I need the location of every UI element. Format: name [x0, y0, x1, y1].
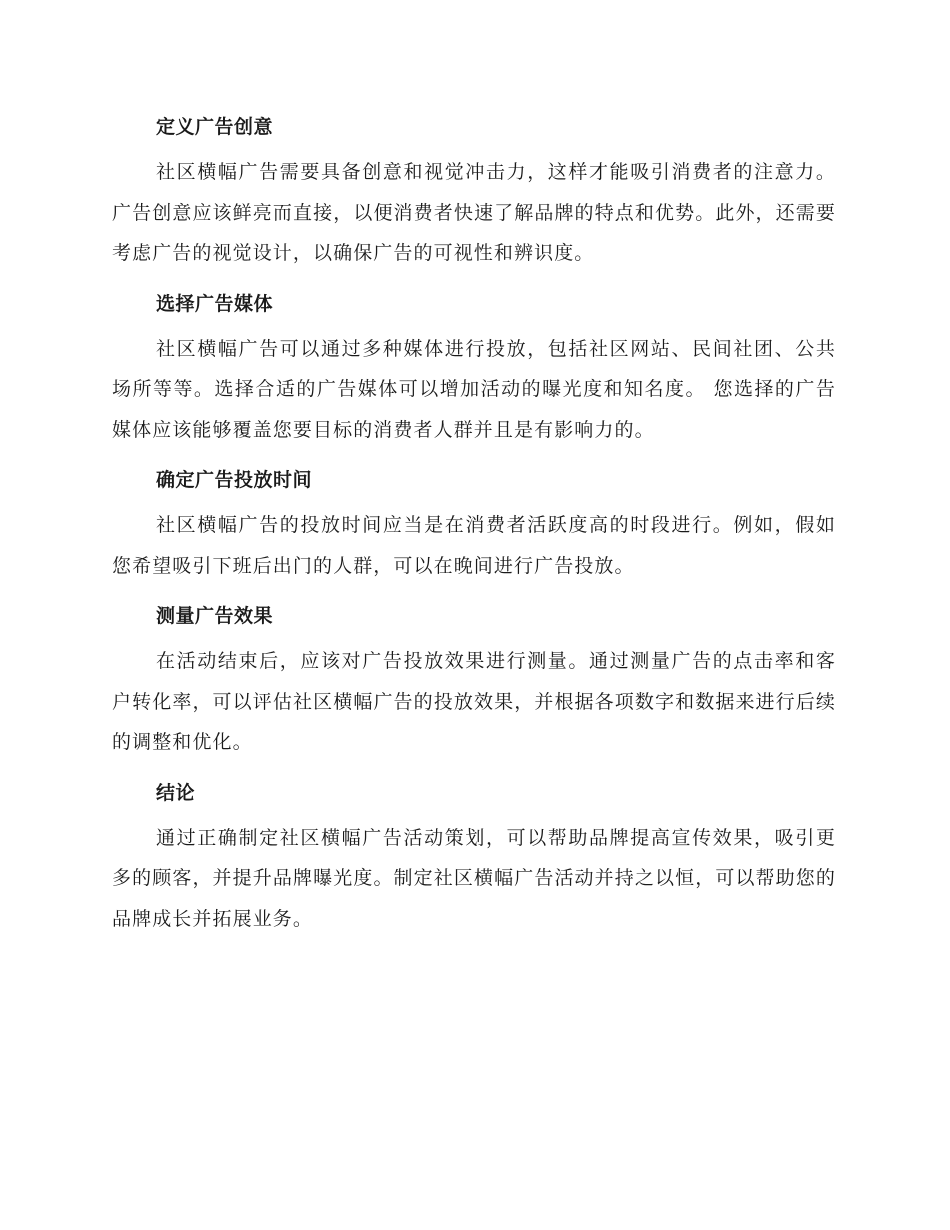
section-heading: 定义广告创意: [156, 116, 274, 138]
section-creative: [112, 108, 836, 274]
section-heading: 选择广告媒体: [156, 292, 274, 315]
section-media: [112, 285, 836, 451]
section-paragraph: 在活动结束后，应该对广告投放效果进行测量。通过测量广告的点击率和客户转化率，可以评估社区横幅广告的投放效果，并根据各项数字和数据来进行后续的调整和优化。: [112, 650, 836, 753]
section-paragraph: 社区横幅广告的投放时间应当是在消费者活跃度高的时段进行。例如，假如您希望吸引下班后出门的人群，可以在晚间进行广告投放。: [112, 514, 836, 577]
section-heading: 确定广告投放时间: [156, 469, 313, 491]
section-conclusion: [112, 774, 836, 940]
section-heading: 结论: [156, 781, 196, 804]
section-measurement: [112, 597, 836, 763]
section-timing: [112, 461, 836, 586]
section-paragraph: 社区横幅广告可以通过多种媒体进行投放，包括社区网站、民间社团、公共场所等等。选择合适的广告媒体可以增加活动的曝光度和知名度。 您选择的广告媒体应该能够覆盖您要目标的消费者人群并且是有影响力的。: [112, 337, 836, 441]
section-heading: 测量广告效果: [156, 605, 274, 627]
section-paragraph: 通过正确制定社区横幅广告活动策划，可以帮助品牌提高宣传效果，吸引更多的顾客，并提升品牌曝光度。制定社区横幅广告活动并持之以恒，可以帮助您的品牌成长并拓展业务。: [112, 826, 836, 930]
document-page: [112, 108, 836, 950]
section-paragraph: 社区横幅广告需要具备创意和视觉冲击力，这样才能吸引消费者的注意力。广告创意应该鲜亮而直接，以便消费者快速了解品牌的特点和优势。此外，还需要考虑广告的视觉设计，以确保广告的可视性和辨识度。: [112, 161, 836, 264]
